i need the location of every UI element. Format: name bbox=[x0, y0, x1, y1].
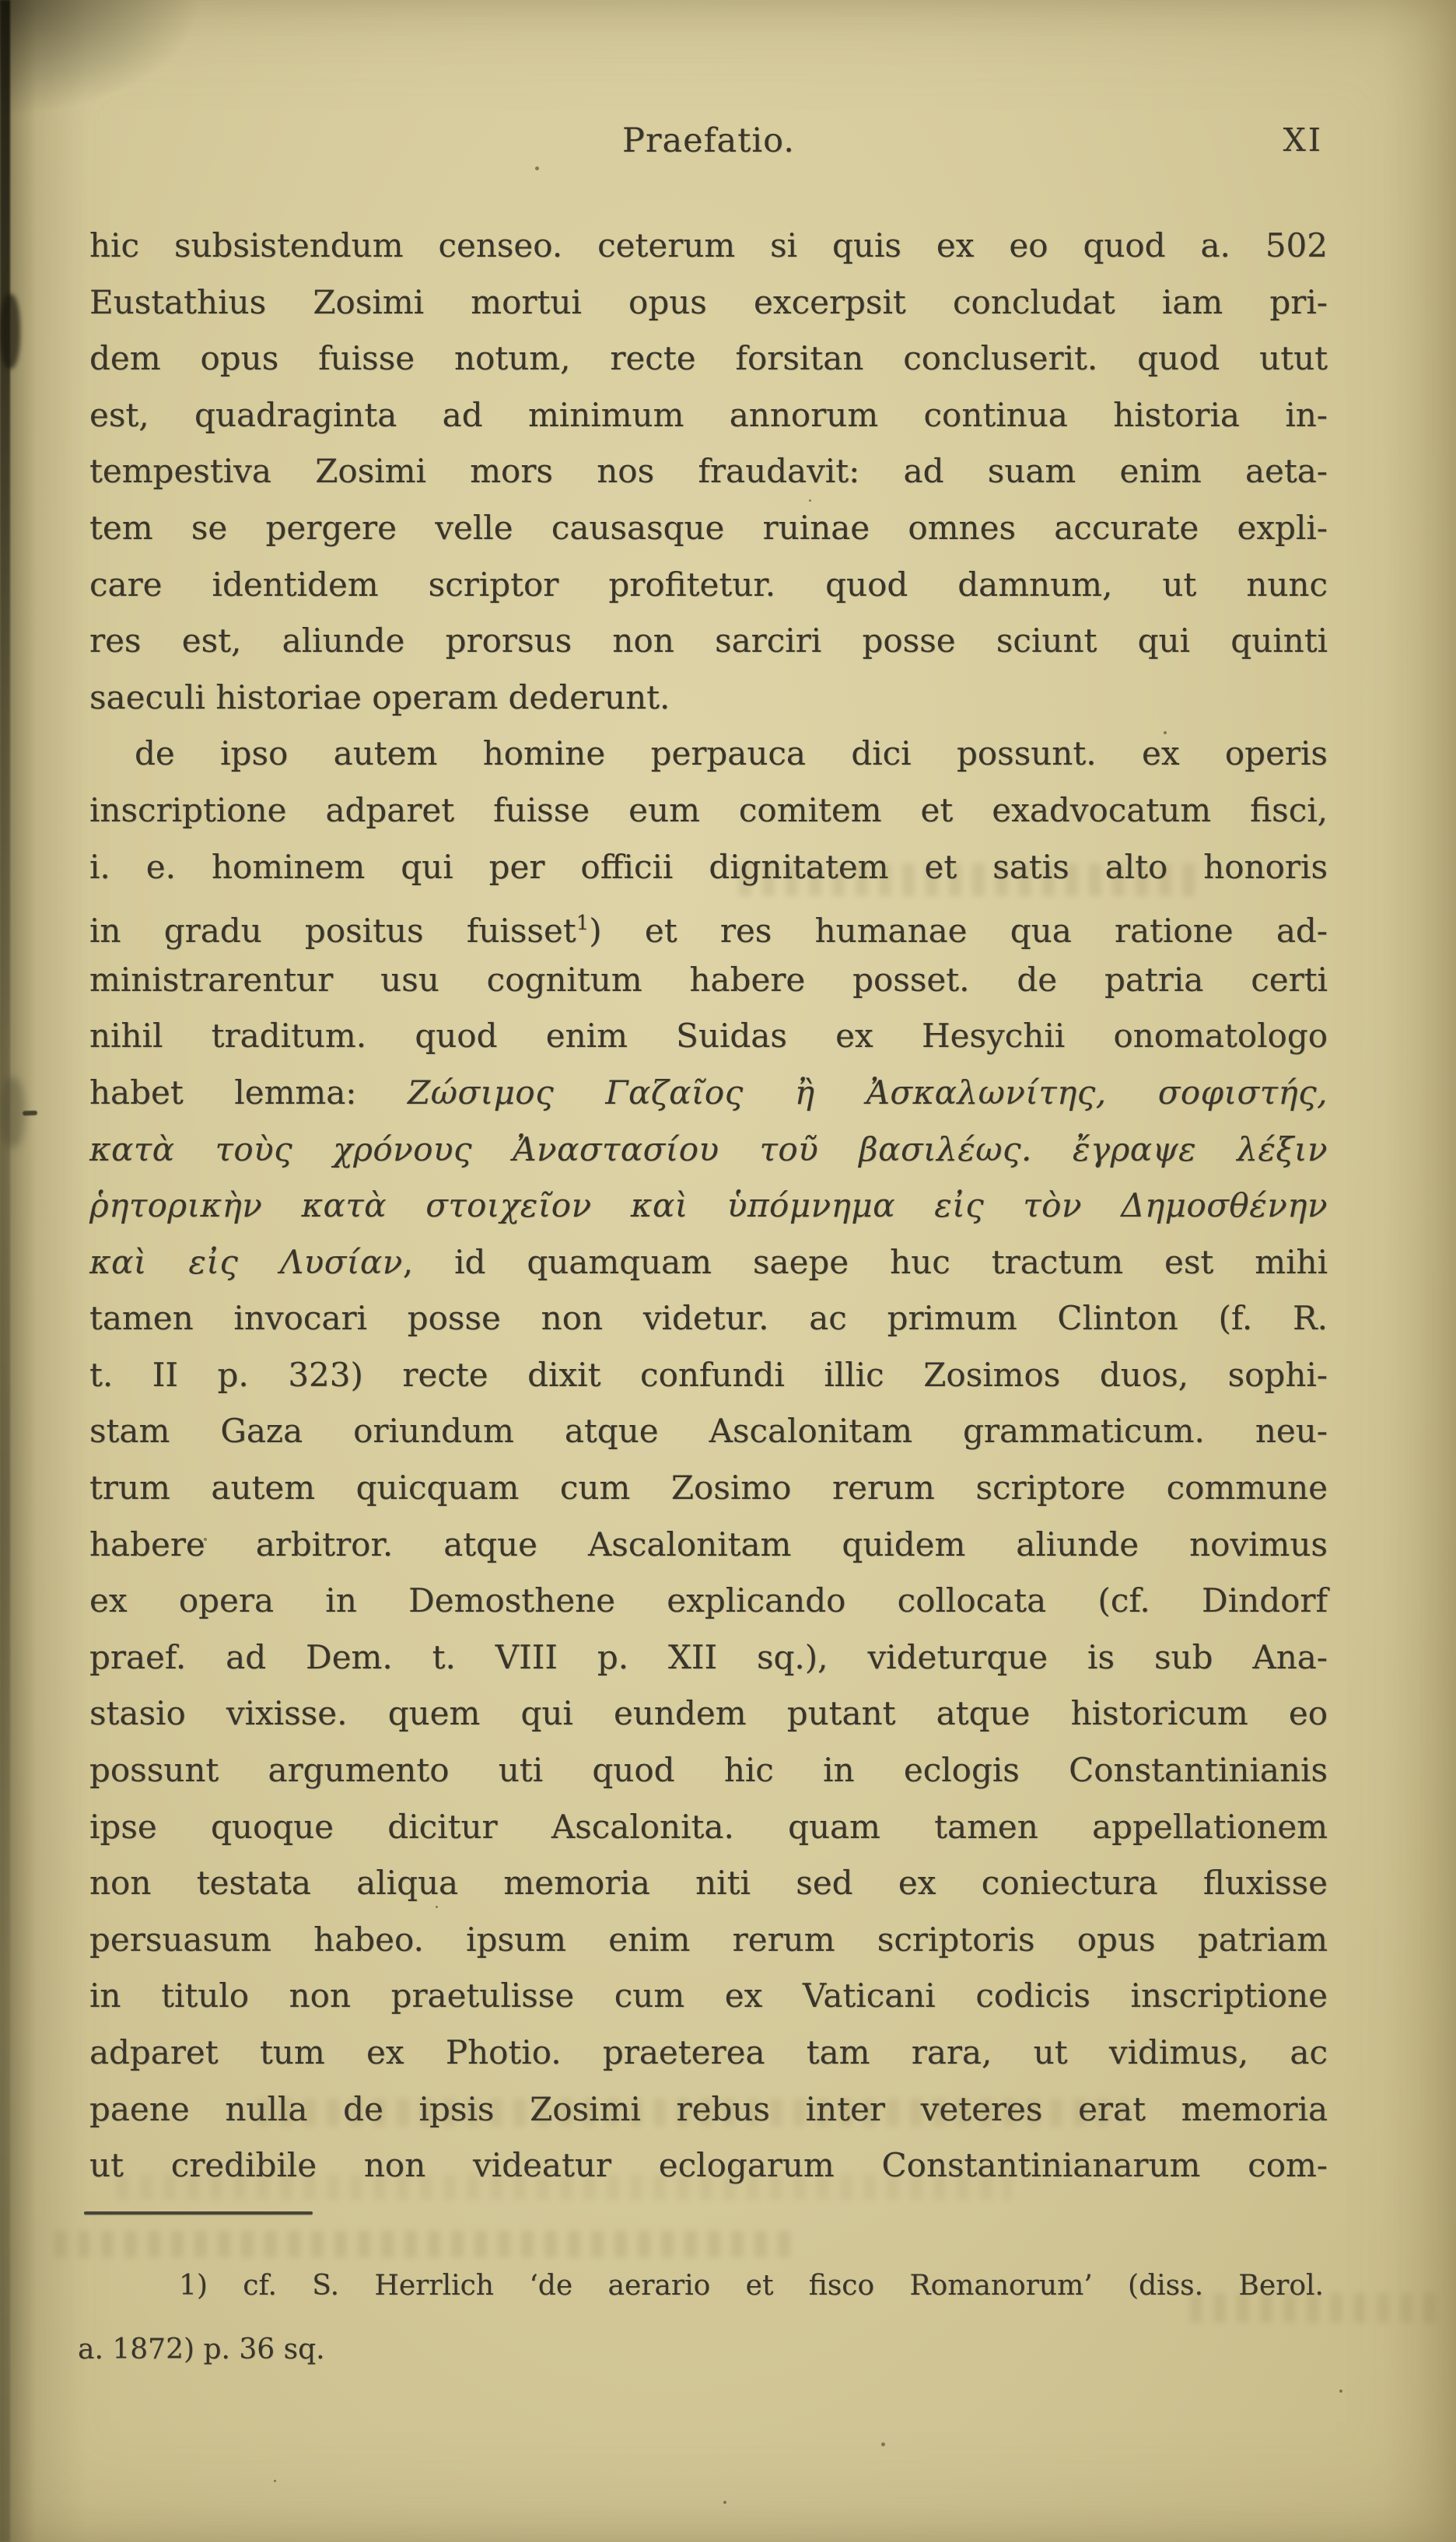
text-segment: ut credibile non videatur eclogarum Constantinianarum com- bbox=[89, 2146, 1328, 2185]
text-segment: , id quamquam saepe huc tractum est mihi bbox=[402, 1242, 1328, 1281]
paper-speck bbox=[723, 2501, 726, 2504]
scan-edge-blot bbox=[0, 294, 20, 369]
text-segment: non testata aliqua memoria niti sed ex coniectura fluxisse bbox=[89, 1864, 1328, 1903]
text-line bbox=[89, 1290, 1328, 1347]
text-line bbox=[89, 2025, 1328, 2082]
footnote-line bbox=[78, 2318, 1324, 2382]
text-line bbox=[89, 1517, 1328, 1574]
text-segment: ) et res humanae qua ratione ad- bbox=[589, 912, 1328, 951]
text-line bbox=[89, 726, 1328, 783]
text-line bbox=[89, 443, 1328, 500]
text-line bbox=[89, 613, 1328, 670]
greek-text-segment: Ζώσιμος Γαζαῖος ἢ Ἀσκαλωνίτης, σοφιστής, bbox=[408, 1073, 1328, 1112]
text-segment: persuasum habeo. ipsum enim rerum scriptoris opus patriam bbox=[89, 1920, 1328, 1959]
scan-left-edge-soft-shadow bbox=[0, 0, 36, 2542]
text-segment: Eustathius Zosimi mortui opus excerpsit concludat iam pri- bbox=[89, 282, 1328, 321]
text-line bbox=[89, 1460, 1328, 1517]
text-line bbox=[89, 331, 1328, 387]
text-line bbox=[89, 1912, 1328, 1969]
text-segment: dem opus fuisse notum, recte forsitan concluserit. quod utut bbox=[89, 339, 1328, 378]
text-line bbox=[89, 2082, 1328, 2138]
text-line bbox=[89, 1573, 1328, 1630]
text-line bbox=[89, 557, 1328, 614]
text-segment: i. e. hominem qui per officii dignitatem et satis alto honoris bbox=[89, 847, 1328, 886]
text-segment: care identidem scriptor profitetur. quod damnum, ut nunc bbox=[89, 565, 1328, 604]
running-header-title: Praefatio. bbox=[622, 121, 795, 160]
text-line bbox=[89, 387, 1328, 444]
text-segment: de ipso autem homine perpauca dici possunt. ex operis bbox=[135, 734, 1328, 773]
text-line bbox=[89, 1122, 1328, 1178]
text-line bbox=[89, 2138, 1328, 2194]
text-segment: tem se pergere velle causasque ruinae omnes accurate expli- bbox=[89, 508, 1328, 547]
text-line bbox=[89, 1968, 1328, 2025]
text-line bbox=[89, 1742, 1328, 1799]
greek-text-segment: κατὰ τοὺς χρόνους Ἀναστασίου τοῦ βασιλέως. ἔγραψε λέξιν bbox=[89, 1129, 1328, 1168]
text-line bbox=[89, 1686, 1328, 1742]
text-segment: stam Gaza oriundum atque Ascalonitam grammaticum. neu- bbox=[89, 1412, 1328, 1451]
text-segment: ministrarentur usu cognitum habere posset. de patria certi bbox=[89, 960, 1328, 999]
text-line bbox=[89, 895, 1328, 952]
paper-speck bbox=[1339, 2390, 1342, 2393]
text-segment: inscriptione adparet fuisse eum comitem et exadvocatum fisci, bbox=[89, 790, 1328, 829]
scan-edge-blot bbox=[0, 1077, 25, 1147]
bleedthrough-ghost bbox=[54, 2231, 801, 2257]
text-line bbox=[89, 670, 1328, 727]
text-segment: res est, aliunde prorsus non sarciri posse sciunt qui quinti bbox=[89, 621, 1328, 660]
text-segment: stasio vixisse. quem qui eundem putant atque historicum eo bbox=[89, 1694, 1328, 1733]
text-segment: paene nulla de ipsis Zosimi rebus inter veteres erat memoria bbox=[89, 2089, 1328, 2128]
text-segment: a. 1872) p. 36 sq. bbox=[78, 2334, 325, 2365]
text-line bbox=[89, 783, 1328, 839]
text-line bbox=[89, 839, 1328, 896]
footnote bbox=[78, 2254, 1324, 2382]
text-segment: ipse quoque dicitur Ascalonita. quam tamen appellationem bbox=[89, 1807, 1328, 1846]
text-segment: saeculi historiae operam dederunt. bbox=[89, 678, 670, 716]
text-segment: praef. ad Dem. t. VIII p. XII sq.), videturque is sub Ana- bbox=[89, 1637, 1328, 1676]
text-segment: possunt argumento uti quod hic in eclogis Constantinianis bbox=[89, 1751, 1328, 1790]
running-header bbox=[89, 121, 1328, 166]
footnote-line bbox=[78, 2254, 1324, 2318]
text-line bbox=[89, 218, 1328, 275]
text-line bbox=[89, 1234, 1328, 1291]
greek-text-segment: καὶ εἰς Λυσίαν bbox=[89, 1242, 403, 1281]
text-segment: habere arbitror. atque Ascalonitam quidem aliunde novimus bbox=[89, 1525, 1328, 1563]
text-line bbox=[89, 1065, 1328, 1122]
text-line bbox=[89, 1799, 1328, 1856]
footnote-separator-rule bbox=[84, 2211, 313, 2215]
text-line bbox=[89, 1178, 1328, 1234]
text-line bbox=[89, 1403, 1328, 1460]
text-line bbox=[89, 1855, 1328, 1912]
text-segment: trum autem quicquam cum Zosimo rerum scriptore commune bbox=[89, 1469, 1328, 1507]
text-line bbox=[89, 500, 1328, 557]
text-segment: in titulo non praetulisse cum ex Vaticani codicis inscriptione bbox=[89, 1977, 1328, 2015]
text-line bbox=[89, 275, 1328, 331]
text-segment: est, quadraginta ad minimum annorum continua historia in- bbox=[89, 395, 1328, 434]
text-segment: tempestiva Zosimi mors nos fraudavit: ad suam enim aeta- bbox=[89, 452, 1328, 491]
text-segment: t. II p. 323) recte dixit confundi illic Zosimos duos, sophi- bbox=[89, 1355, 1328, 1394]
text-segment: ex opera in Demosthene explicando collocata (cf. Dindorf bbox=[89, 1581, 1328, 1620]
text-segment: nihil traditum. quod enim Suidas ex Hesychii onomatologo bbox=[89, 1017, 1328, 1056]
paper-speck bbox=[535, 166, 539, 170]
text-line bbox=[89, 1008, 1328, 1065]
text-segment: habet lemma: bbox=[89, 1073, 408, 1112]
text-line bbox=[89, 952, 1328, 1009]
text-line bbox=[89, 1630, 1328, 1686]
paper-speck bbox=[274, 2480, 276, 2482]
text-segment: 1) cf. S. Herrlich ‘de aerario et fisco Romanorum’ (diss. Berol. bbox=[179, 2270, 1324, 2302]
text-segment: tamen invocari posse non videtur. ac primum Clinton (f. R. bbox=[89, 1299, 1328, 1338]
page-number: XI bbox=[1283, 121, 1323, 159]
text-segment: in gradu positus fuisset bbox=[89, 912, 576, 951]
greek-text-segment: ῥητορικὴν κατὰ στοιχεῖον καὶ ὑπόμνημα εἰς τὸν Δημοσθένην bbox=[89, 1186, 1328, 1225]
text-segment: adparet tum ex Photio. praeterea tam rara, ut vidimus, ac bbox=[89, 2033, 1328, 2071]
text-segment: hic subsistendum censeo. ceterum si quis ex eo quod a. 502 bbox=[89, 226, 1328, 264]
paper-speck bbox=[881, 2442, 885, 2446]
text-line bbox=[89, 1347, 1328, 1404]
margin-dash-mark bbox=[23, 1111, 37, 1116]
body-text bbox=[89, 218, 1328, 2194]
footnote-ref-superscript: 1 bbox=[576, 912, 590, 936]
scan-corner-shadow bbox=[0, 0, 202, 117]
